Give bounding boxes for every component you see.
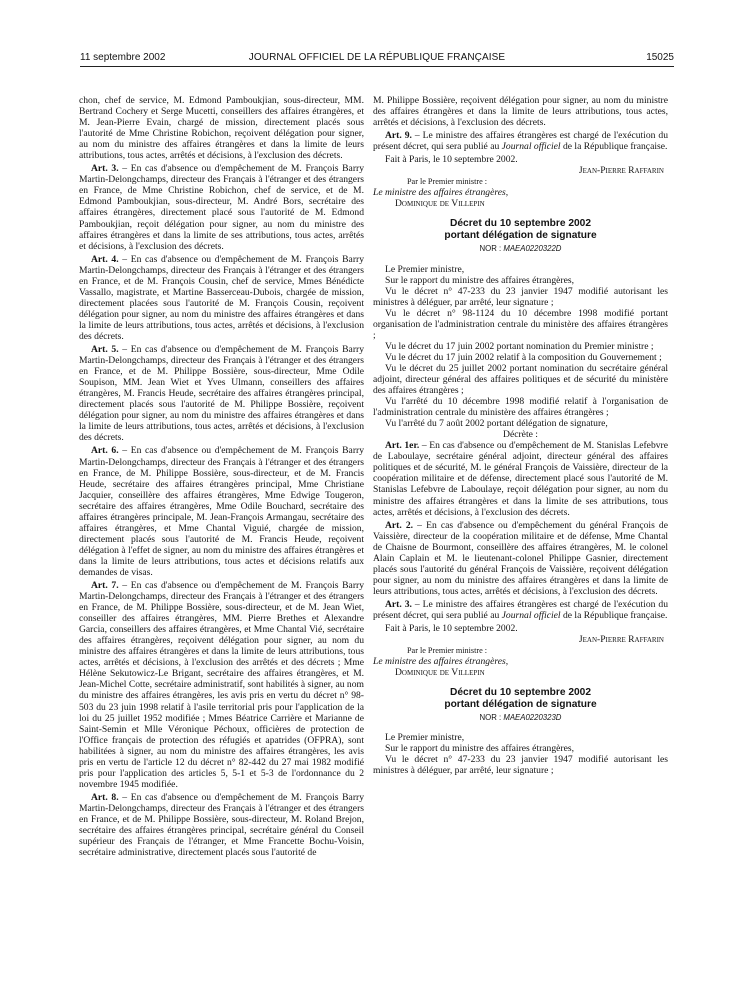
decree-title-line: Décret du 10 septembre 2002 [450, 218, 591, 230]
journal-title: JOURNAL OFFICIEL DE LA RÉPUBLIQUE FRANÇAISE [248, 52, 506, 63]
article-8 [79, 792, 364, 858]
journal-reference: Journal officiel [501, 609, 561, 621]
visa: Vu le décret n° 47-233 du 23 janvier 1947 modifié autorisant les ministres à déléguer, par arrêté, leur signature ; [373, 754, 668, 777]
visa: Vu le décret du 17 juin 2002 relatif à la composition du Gouvernement ; [385, 351, 662, 363]
article-text: – En cas d'absence ou d'empêchement de M. François Barry Martin-Delongchamps, directeur des Français à l'étranger et des étrangers en France, et de M. Philippe Bossière, sous-directeur, M. Roland Brejon, secrétaire des affaires étrangères principal, secrétaire général du Conseil supérieur des Français de l'étranger, et Mme Francette Bochu-Voisin, secrétaire administrative, directement placés sous l'autorité de [79, 791, 365, 859]
nor-code: MAEA0220323D [503, 713, 562, 723]
article-2 [373, 520, 668, 597]
article-label: Art. 6. [91, 445, 119, 457]
article-label: Art. 2. [385, 519, 414, 531]
paragraph-continued: chon, chef de service, M. Edmond Pamboukjian, sous-directeur, MM. Bertrand Cochery et Serge Mucetti, conseillers des affaires étrangères, et M. Jean-Pierre Evain, chargé de mission, directement placés sous l'autorité de Mme Christine Robichon, reçoivent délégation pour signer, au nom du ministre des affaires étrangères et dans la limite de leurs attributions, tous actes, arrêtés et décisions, à l'exclusion des décrets. [79, 95, 364, 162]
article-text: – Le ministre des affaires étrangères est chargé de l'exécution du présent décret, qui sera publié au [373, 598, 668, 621]
left-column [79, 95, 364, 858]
journal-reference: Journal officiel [501, 141, 561, 153]
article-text: – En cas d'absence ou d'empêchement de M. François Barry Martin-Delongchamps, directeur des Français à l'étranger et des étrangers en France, et de M. Philippe Bossière, sous-directeur, Mme Odile Soupison, MM. Jean Wiet et Yves Ulmann, conseillers des affaires étrangères, M. Francis Heude, secrétaire des affaires étrangères principal, directement placés sous l'autorité de M. Philippe Bossière, reçoivent délégation pour signer, au nom du ministre des affaires étrangères et dans la limite de leurs attributions, tous actes, arrêtés et décisions, à l'exclusion des décrets. [79, 344, 365, 444]
nor-label: NOR : [479, 244, 504, 254]
minister-title: Le ministre des affaires étrangères, [373, 187, 509, 199]
nor-label: NOR : [479, 713, 504, 723]
signatory-name: Jean-Pierre Raffarin [578, 165, 664, 177]
signature-preamble: Par le Premier ministre : [407, 646, 488, 656]
nor-code: MAEA0220322D [503, 244, 562, 254]
article-text: de la République française. [560, 609, 668, 621]
article-7 [79, 580, 364, 790]
signatory-name: Jean-Pierre Raffarin [578, 634, 664, 646]
preamble: Sur le rapport du ministre des affaires étrangères, [385, 274, 574, 286]
article-label: Art. 1er. [385, 440, 420, 452]
article-label: Art. 7. [91, 580, 119, 592]
article-4 [79, 254, 364, 342]
article-text: – En cas d'absence ou d'empêchement de M. François Barry Martin-Delongchamps, directeur des Français à l'étranger et des étrangers en France, de M. Philippe Bossière, sous-directeur, et de M. Francis Heude, secrétaire des affaires étrangères principal, Mme Christiane Jacquier, conseillère des affaires étrangères, Mme Edwige Tougeron, secrétaire des affaires étrangères, Mme Odile Bouchard, secrétaire des affaires étrangères principale, M. Jean-François Armangau, secrétaire des affaires étrangères, et Mme Chantal Viguié, chargée de mission, directement placés sous l'autorité de M. Francis Heude, reçoivent délégation à l'effet de signer, au nom du ministre des affaires étrangères et dans la limite de leurs attributions, tous actes et décisions relatifs aux demandes de visas. [79, 445, 365, 578]
decree-title-line: portant délégation de signature [444, 698, 597, 710]
article-text: de la République française. [560, 141, 668, 153]
article-text: – Le ministre des affaires étrangères est chargé de l'exécution du présent décret, qui sera publié au [373, 130, 668, 153]
decree-title-line: portant délégation de signature [444, 229, 597, 241]
decree-title-line: Décret du 10 septembre 2002 [450, 687, 591, 699]
done-at-paris: Fait à Paris, le 10 septembre 2002. [385, 154, 518, 166]
article-label: Art. 4. [91, 253, 119, 265]
decree-title [373, 218, 668, 241]
article-label: Art. 9. [385, 130, 412, 142]
preamble: Sur le rapport du ministre des affaires étrangères, [385, 743, 574, 755]
article-label: Art. 8. [91, 791, 119, 803]
nor-reference [373, 712, 668, 723]
decrete: Décrète : [503, 429, 538, 441]
done-at-paris: Fait à Paris, le 10 septembre 2002. [385, 623, 518, 635]
article-text: – En cas d'absence ou d'empêchement du général François de Vaissière, directeur de la coopération militaire et de défense, Mme Chantal de Chaisne de Bourmont, conseillère des affaires étrangères, M. le colonel Alain Caplain et M. le lieutenant-colonel Philippe Gasnier, directement placés sous l'autorité du général François de Vaissière, reçoivent délégation pour signer, au nom du ministre des affaires étrangères et dans la limite de leurs attributions, tous actes, arrêtés et décisions, à l'exclusion des décrets. [373, 519, 668, 597]
signature-preamble: Par le Premier ministre : [407, 177, 488, 187]
visa: Vu le décret du 17 juin 2002 portant nomination du Premier ministre ; [385, 340, 654, 352]
minister-title: Le ministre des affaires étrangères, [373, 656, 509, 668]
right-column [373, 95, 668, 776]
visa: Vu le décret n° 98-1124 du 10 décembre 1998 modifié portant organisation de l'administration centrale du ministère des affaires étrangères ; [373, 307, 668, 341]
header-date: 11 septembre 2002 [80, 52, 166, 63]
minister-name: Dominique de Villepin [395, 198, 485, 210]
article-1 [373, 440, 668, 517]
visa: Vu le décret n° 47-233 du 23 janvier 1947 modifié autorisant les ministres à déléguer, par arrêté, leur signature ; [373, 285, 668, 308]
article-5 [79, 344, 364, 443]
page-header [80, 48, 674, 68]
article-6 [79, 445, 364, 578]
page-number: 15025 [646, 52, 674, 63]
decree-title [373, 687, 668, 710]
paragraph-continued: M. Philippe Bossière, reçoivent délégation pour signer, au nom du ministre des affaires étrangères et dans la limite de leurs attributions, tous actes, arrêtés et décisions, à l'exclusion des décrets. [373, 95, 668, 129]
article-text: – En cas d'absence ou d'empêchement de M. François Barry Martin-Delongchamps, directeur des Français à l'étranger et des étrangers en France, de M. Philippe Bossière, sous-directeur, et de M. Jean Wiet, conseiller des affaires étrangères, MM. Pierre Brethes et Alexandre Garcia, conseillers des affaires étrangères, et Mme Chantal Vié, secrétaire des affaires étrangères, reçoivent délégation pour signer, au nom du ministre des affaires étrangères et dans la limite de leurs attributions, tous actes, arrêtés et décisions, à l'exclusion des arrêtés et des décrets ; Mme Hélène Sekutowicz-Le Brigant, secrétaire des affaires étrangères, et M. Jean-Michel Cotte, secrétaire administratif, sont habilités à signer, au nom du ministre des affaires étrangères, les avis pris en vertu du décret n° 98-503 du 23 juin 1998 relatif à l'asile territorial pris pour l'application de la loi du 25 juillet 1952 modifiée ; Mmes Béatrice Carrière et Marianne de Saint-Semin et Mlle Véronique Péchoux, officières de protection de l'Office français de protection des réfugiés et apatrides (OFPRA), sont habilitées à signer, au nom du ministre des affaires étrangères, les avis pris en vertu de l'article 12 du décret n° 82-442 du 27 mai 1982 modifié pris pour l'application des articles 5, 5-1 et 5-3 de l'ordonnance du 2 novembre 1945 modifiée. [79, 580, 365, 790]
visa: Vu l'arrêté du 10 décembre 1998 modifié relatif à l'organisation de l'administration centrale du ministère des affaires étrangères ; [373, 396, 668, 419]
minister-name: Dominique de Villepin [395, 667, 485, 679]
visa: Vu l'arrêté du 7 août 2002 portant délégation de signature, [385, 418, 608, 430]
article-label: Art. 5. [91, 344, 119, 356]
article-text: – En cas d'absence ou d'empêchement de M. François Barry Martin-Delongchamps, directeur des Français à l'étranger et des étrangers en France, et de M. François Cousin, chef de service, Mmes Bénédicte Vassallo, magistrate, et Martine Basserceau-Dubois, chargée de mission, directement placées sous l'autorité de M. François Cousin, reçoivent délégation pour signer, au nom du ministre des affaires étrangères et dans la limite de leurs attributions, tous actes, arrêtés et décisions, à l'exclusion des décrets. [79, 253, 365, 342]
article-label: Art. 3. [385, 598, 412, 610]
preamble: Le Premier ministre, [385, 263, 465, 275]
article-text: – En cas d'absence ou d'empêchement de M. Stanislas Lefebvre de Laboulaye, secrétaire général adjoint, directeur général des affaires politiques et de sécurité, M. le général François de Vaissière, directeur de la coopération militaire et de défense, directement placé sous l'autorité de M. Stanislas Lefebvre de Laboulaye, reçoit délégation pour signer, au nom du ministre des affaires étrangères et dans la limite de ses attributions, tous actes, arrêtés et décisions, à l'exclusion des décrets. [373, 440, 668, 518]
article-3 [79, 163, 364, 251]
article-text: – En cas d'absence ou d'empêchement de M. François Barry Martin-Delongchamps, directeur des Français à l'étranger et des étrangers en France, de Mme Christine Robichon, chef de service, et de M. Edmond Pamboukjian, sous-directeur, M. André Bors, secrétaire des affaires étrangères, directement placé sous l'autorité de M. Edmond Pamboukjian, reçoit délégation pour signer, au nom du ministre des affaires étrangères et dans la limite de ses attributions, tous actes, arrêtés et décisions, à l'exclusion des décrets. [79, 163, 365, 252]
visa: Vu le décret du 25 juillet 2002 portant nomination du secrétaire général adjoint, directeur général des affaires politiques et de sécurité du ministère des affaires étrangères ; [373, 362, 668, 397]
article-9 [373, 130, 668, 152]
article-3 [373, 599, 668, 621]
nor-reference [373, 243, 668, 254]
header-rule [80, 66, 674, 67]
article-label: Art. 3. [91, 163, 119, 175]
preamble: Le Premier ministre, [385, 732, 465, 744]
